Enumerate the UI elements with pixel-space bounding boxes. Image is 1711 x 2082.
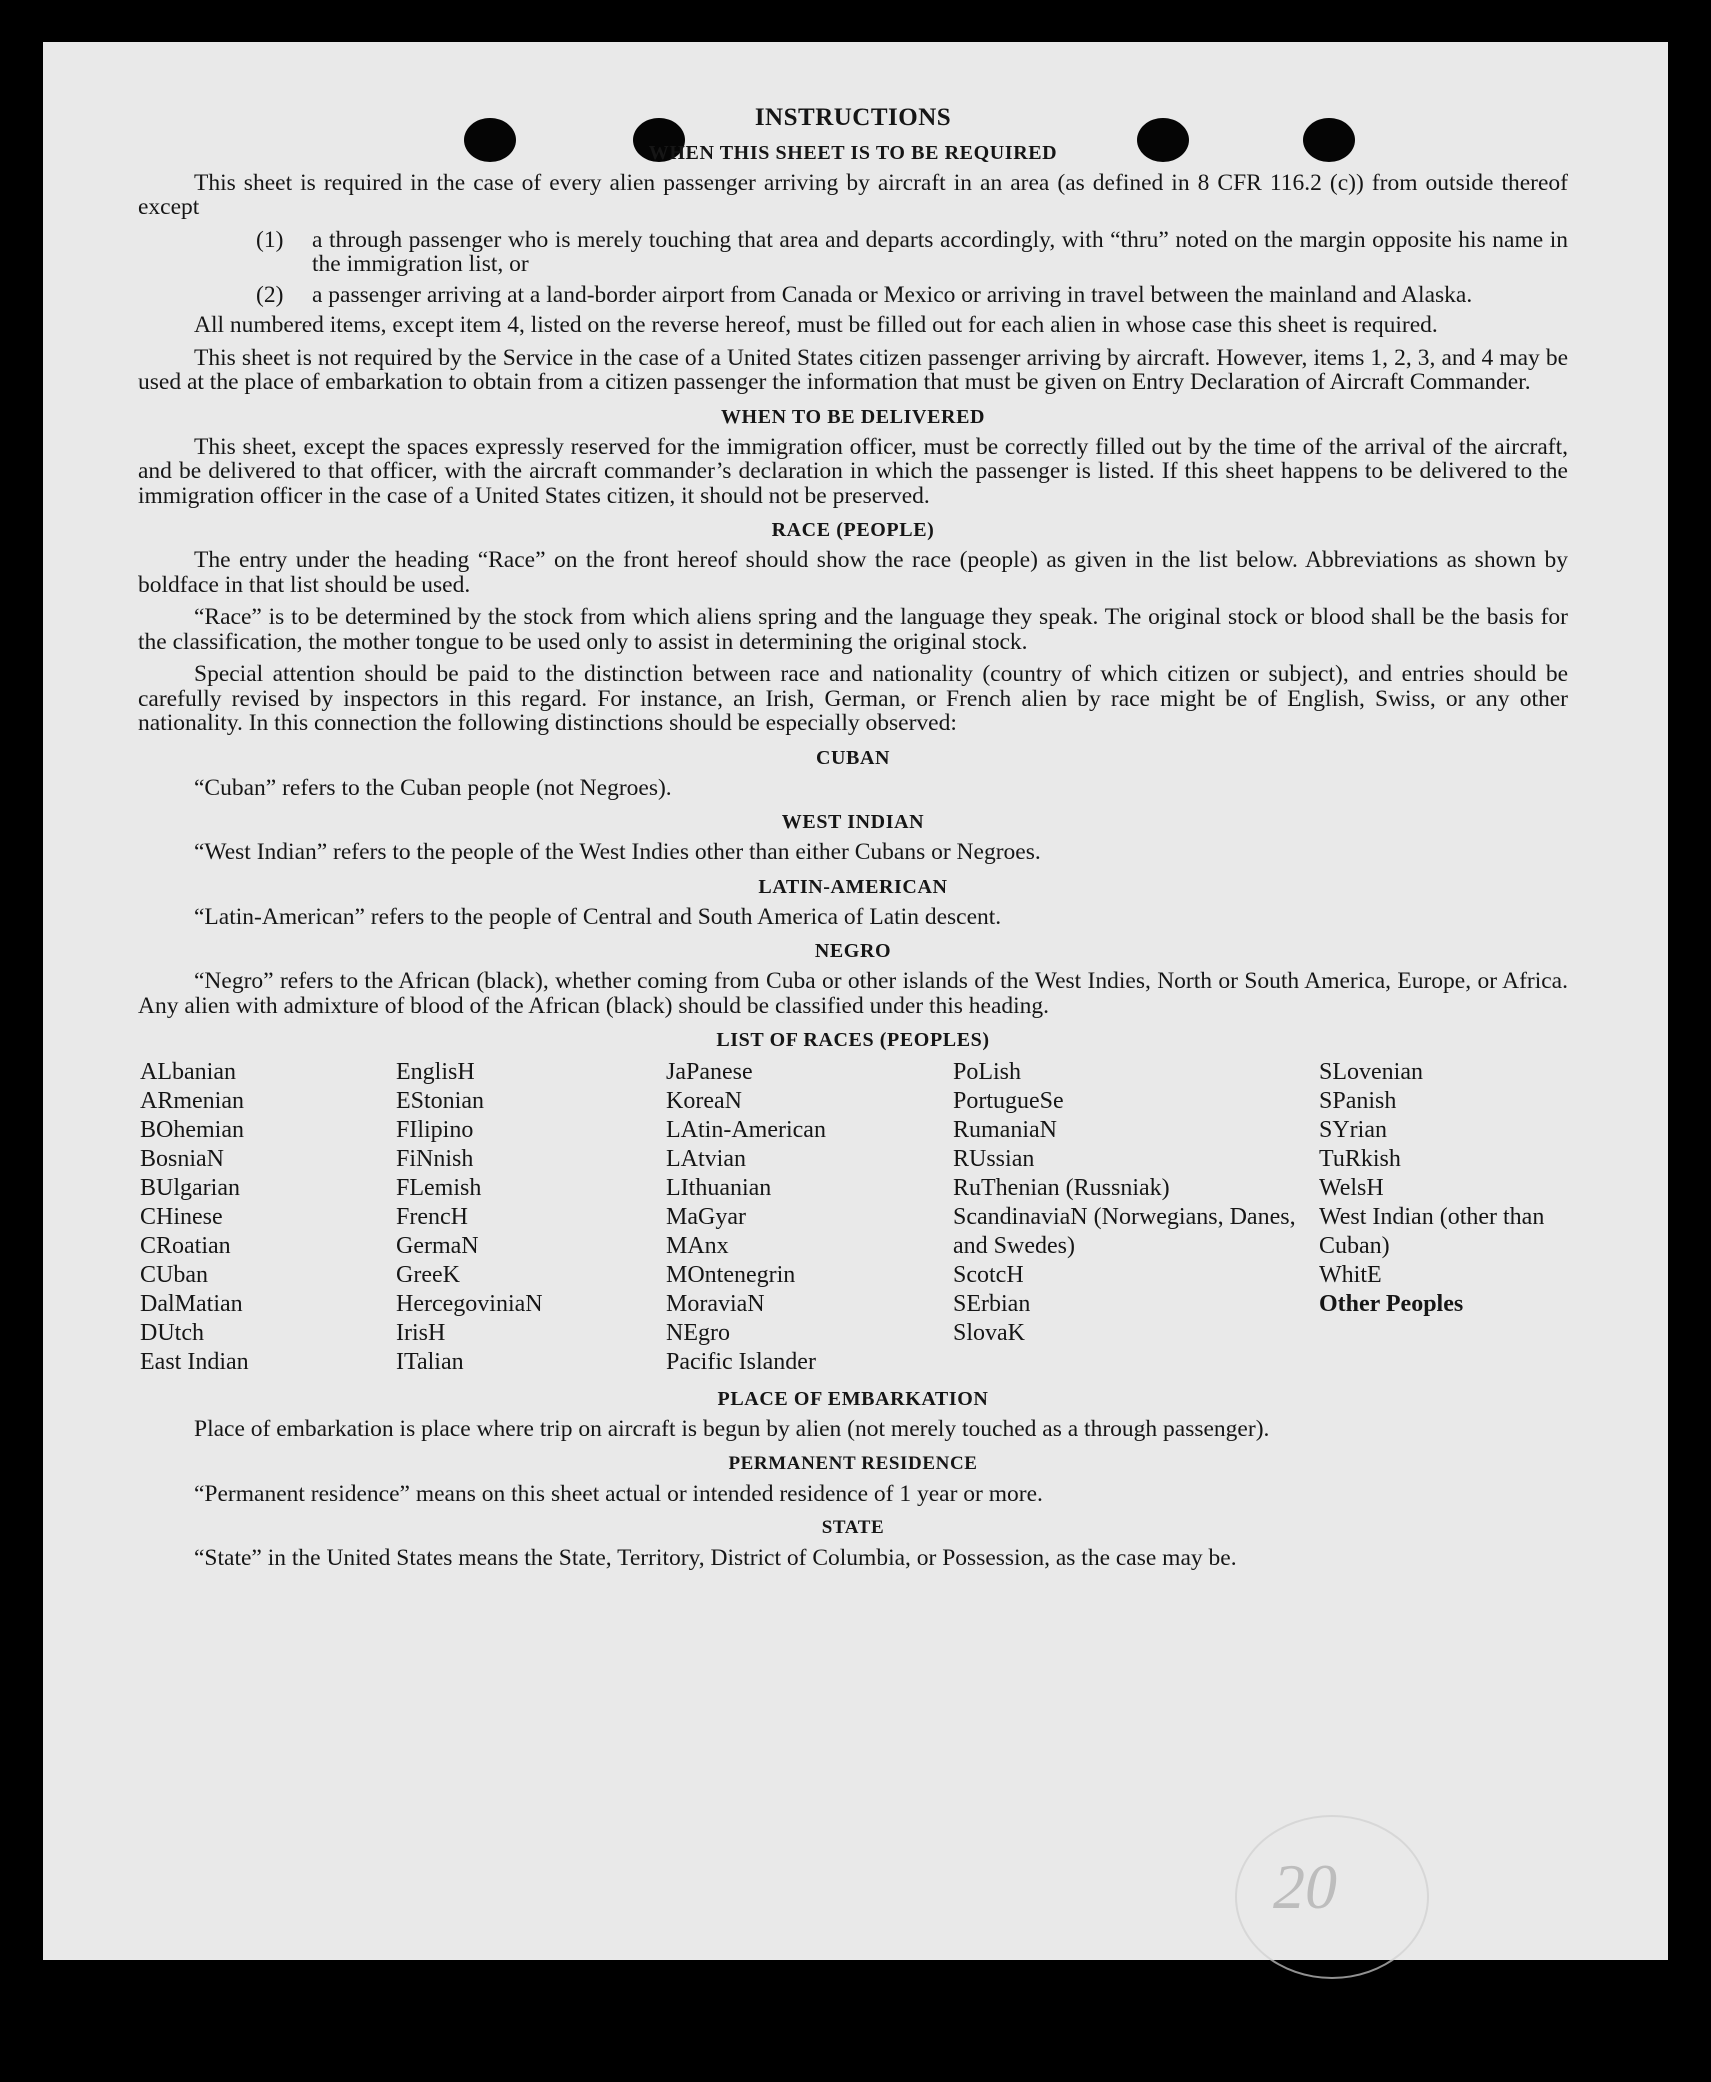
page-title: INSTRUCTIONS — [754, 104, 952, 131]
races-column — [666, 1058, 953, 1377]
race-entry: CUban — [140, 1262, 208, 1288]
heading-when-delivered: WHEN TO BE DELIVERED — [720, 405, 986, 428]
race-entry: SErbian — [953, 1291, 1031, 1317]
race-entry: ScandinaviaN (Norwegians, Danes, and Swedes) — [953, 1204, 1296, 1259]
race-entry: MOntenegrin — [666, 1262, 796, 1288]
race-entry: LIthuanian — [666, 1175, 772, 1201]
race-entry: KoreaN — [666, 1088, 742, 1114]
paragraph: This sheet is required in the case of every alien passenger arriving by aircraft in an area (as defined in 8 CFR 116.2 (c)) from outside thereof except — [138, 169, 1568, 220]
paragraph: Special attention should be paid to the distinction between race and nationality (country of which citizen or subject), and entries should be carefully revised by inspectors in this regard. For instance, an Irish, German, or French alien by race might be of English, Swiss, or any other nationality. In this connection the following distinctions should be especially observed: — [138, 661, 1568, 736]
race-entry: Other Peoples — [1319, 1291, 1464, 1317]
race-entry: NEgro — [666, 1320, 730, 1346]
list-item — [256, 228, 1568, 277]
heading-list-of-races: LIST OF RACES (PEOPLES) — [716, 1029, 990, 1051]
stamp-number: 20 — [1273, 1851, 1337, 1922]
race-entry: PortugueSe — [953, 1088, 1064, 1114]
race-entry: East Indian — [140, 1349, 249, 1375]
race-entry: SlovaK — [953, 1320, 1025, 1346]
race-entry: PoLish — [953, 1059, 1022, 1085]
race-entry: Pacific Islander — [666, 1349, 816, 1375]
heading-latin-american: LATIN-AMERICAN — [758, 875, 948, 898]
heading-west-indian: WEST INDIAN — [781, 811, 925, 833]
races-list — [140, 1058, 1568, 1377]
race-entry: CRoatian — [140, 1233, 231, 1259]
race-entry: SLovenian — [1319, 1059, 1423, 1085]
race-entry: WhitE — [1319, 1262, 1382, 1288]
race-entry: BUlgarian — [140, 1175, 240, 1201]
heading-when-required: WHEN THIS SHEET IS TO BE REQUIRED — [648, 141, 1058, 164]
paragraph: This sheet, except the spaces expressly reserved for the immigration officer, must be correctly filled out by the time of the arrival of the aircraft, and be delivered to that officer, with the aircraft commander’s declaration in which the passenger is listed. If this sheet happens to be delivered to the immigration officer in the case of a United States citizen, it should not be preserved. — [138, 433, 1568, 509]
item-text: a passenger arriving at a land-border airport from Canada or Mexico or arriving in travel between the mainland and Alaska. — [312, 281, 1473, 308]
race-entry: LAtin-American — [666, 1117, 826, 1143]
paragraph: This sheet is not required by the Service in the case of a United States citizen passenger arriving by aircraft. However, items 1, 2, 3, and 4 may be used at the place of embarkation to obtain from a citizen passenger the information that must be given on Entry Declaration of Aircraft Commander. — [138, 344, 1568, 395]
item-number: (2) — [256, 281, 284, 308]
race-entry: SYrian — [1319, 1117, 1387, 1143]
item-number: (1) — [256, 226, 284, 253]
race-entry: CHinese — [140, 1204, 223, 1230]
race-entry: FrencH — [396, 1204, 468, 1230]
races-column — [1319, 1058, 1570, 1377]
race-entry: MaGyar — [666, 1204, 746, 1230]
race-entry: SPanish — [1319, 1088, 1397, 1114]
definition-latin-american: “Latin-American” refers to the people of Central and South America of Latin descent. — [194, 903, 1002, 930]
paragraph: Place of embarkation is place where trip on aircraft is begun by alien (not merely touched as a through passenger). — [194, 1416, 1270, 1442]
race-entry: FiNnish — [396, 1146, 474, 1172]
race-entry: BOhemian — [140, 1117, 244, 1143]
race-entry: MAnx — [666, 1233, 729, 1259]
race-entry: ScotcH — [953, 1262, 1024, 1288]
races-column — [140, 1058, 396, 1377]
race-entry: DUtch — [140, 1320, 204, 1346]
race-entry: DalMatian — [140, 1291, 243, 1317]
definition-negro: “Negro” refers to the African (black), whether coming from Cuba or other islands of the West Indies, North or South America, Europe, or Africa. Any alien with admixture of blood of the African (black) should be classified under this heading. — [138, 968, 1568, 1019]
definition-residence: “Permanent residence” means on this sheet actual or intended residence of 1 year or more. — [194, 1480, 1043, 1507]
race-entry: WelsH — [1319, 1175, 1384, 1201]
race-entry: BosniaN — [140, 1146, 224, 1172]
race-entry: EStonian — [396, 1088, 484, 1114]
paragraph: “State” in the United States means the State, Territory, District of Columbia, or Possession, as the case may be. — [194, 1545, 1237, 1571]
race-entry: RuThenian (Russniak) — [953, 1175, 1170, 1201]
race-entry: LAtvian — [666, 1146, 746, 1172]
heading-race: RACE (PEOPLE) — [771, 519, 935, 541]
race-entry: RumaniaN — [953, 1117, 1057, 1143]
heading-permanent-residence: PERMANENT RESIDENCE — [728, 1452, 978, 1474]
races-column — [953, 1058, 1319, 1377]
paragraph: All numbered items, except item 4, listed on the reverse hereof, must be filled out for each alien in whose case this sheet is required. — [194, 312, 1438, 338]
heading-state: STATE — [821, 1517, 885, 1538]
paragraph: The entry under the heading “Race” on the front hereof should show the race (people) as given in the list below. Abbreviations as shown by boldface in that list should be used. — [138, 547, 1568, 598]
heading-negro: NEGRO — [814, 940, 892, 962]
race-entry: MoraviaN — [666, 1291, 765, 1317]
list-item — [256, 283, 1568, 308]
race-entry: RUssian — [953, 1146, 1035, 1172]
race-entry: ALbanian — [140, 1059, 236, 1085]
race-entry: GreeK — [396, 1262, 460, 1288]
race-entry: FIlipino — [396, 1117, 474, 1143]
paragraph: “Race” is to be determined by the stock from which aliens spring and the language they speak. The original stock or blood shall be the basis for the classification, the mother tongue to be used only to assist in determining the original stock. — [138, 604, 1568, 655]
races-column — [396, 1058, 666, 1377]
race-entry: ARmenian — [140, 1088, 244, 1114]
definition-west-indian: “West Indian” refers to the people of the West Indies other than either Cubans or Negroes. — [194, 839, 1041, 865]
heading-embarkation: PLACE OF EMBARKATION — [717, 1388, 989, 1410]
instructions-content — [138, 106, 1568, 1579]
race-entry: JaPanese — [666, 1059, 753, 1085]
race-entry: West Indian (other than Cuban) — [1319, 1204, 1545, 1259]
race-entry: GermaN — [396, 1233, 479, 1259]
race-entry: HercegoviniaN — [396, 1291, 543, 1317]
definition-cuban: “Cuban” refers to the Cuban people (not Negroes). — [194, 774, 672, 801]
heading-cuban: CUBAN — [815, 746, 891, 769]
race-entry: TuRkish — [1319, 1146, 1401, 1172]
race-entry: FLemish — [396, 1175, 482, 1201]
race-entry: IrisH — [396, 1320, 446, 1346]
race-entry: ITalian — [396, 1349, 464, 1375]
race-entry: EnglisH — [396, 1059, 475, 1085]
item-text: a through passenger who is merely touching that area and departs accordingly, with “thru” noted on the margin opposite his name in the immigration list, or — [312, 226, 1568, 277]
